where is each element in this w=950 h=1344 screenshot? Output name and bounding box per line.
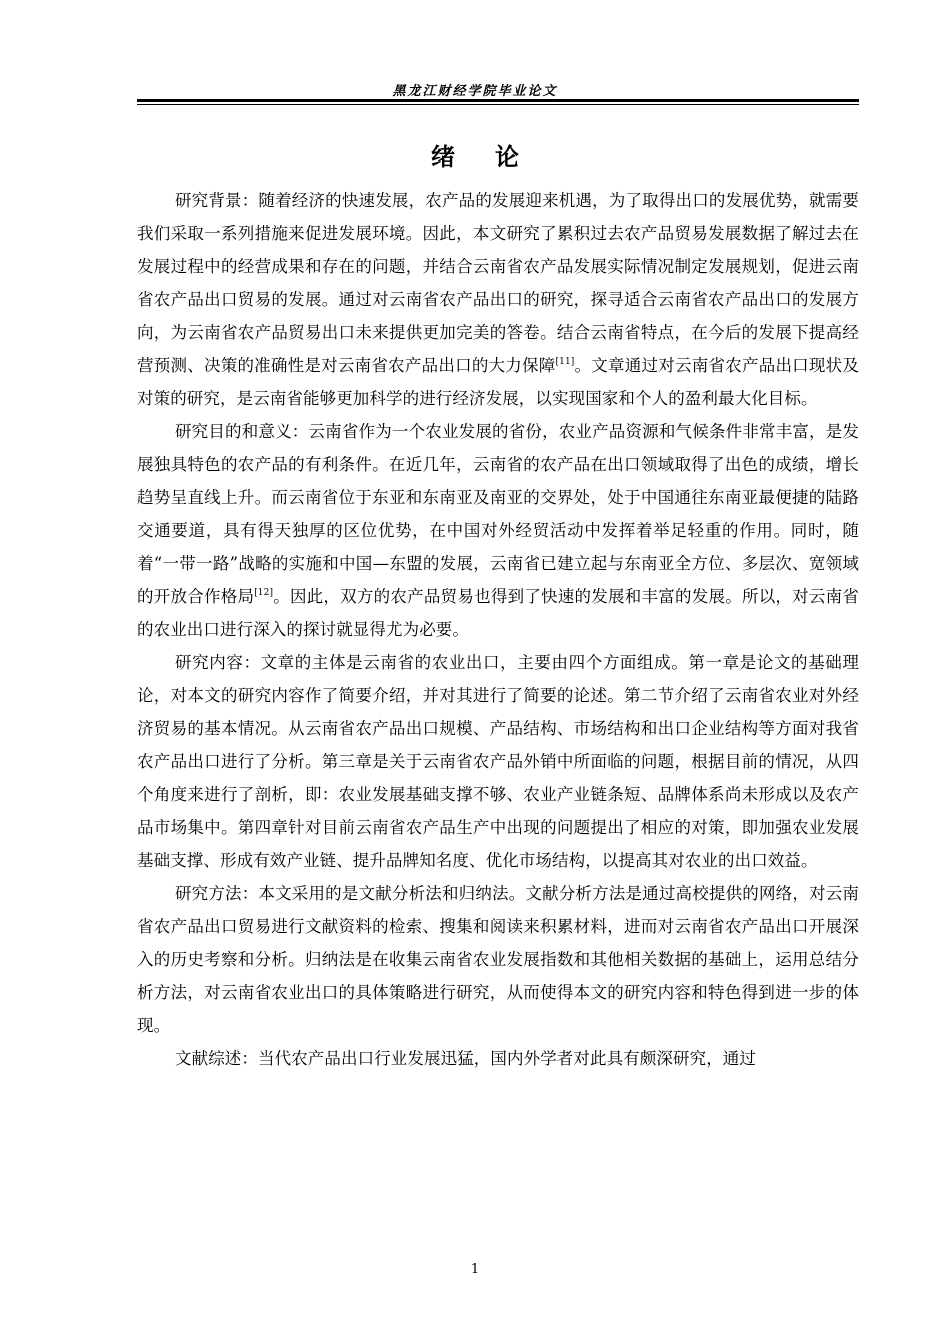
running-header: 黑龙江财经学院毕业论文 (392, 84, 558, 99)
header-rule-thin (137, 104, 859, 105)
page-number: 1 (470, 1262, 480, 1277)
paragraph-literature (137, 1042, 859, 1075)
header-rule-thick (137, 99, 859, 102)
paragraph-text: 研究目的和意义：云南省作为一个农业发展的省份，农业产品资源和气候条件非常丰富，是发展独具特色的农产品的有利条件。在近几年，云南省的农产品在出口领域取得了出色的成绩，增长趋势呈直线上升。而云南省位于东亚和东南亚及南亚的交界处，处于中国通往东南亚最便捷的陆路交通要道，具有得天独厚的区位优势，在中国对外经贸活动中发挥着举足轻重的作用。同时，随着“一带一路”战略的实施和中国—东盟的发展，云南省已建立起与东南亚全方位、多层次、宽领域的开放合作格局 (137, 422, 859, 606)
chapter-title: 绪论 (431, 143, 559, 171)
paragraph-text: 。文章通过对云南省农产品出口现状及对策的研究，是云南省能够更加科学的进行经济发展，以实现国家和个人的盈利最大化目标。 (137, 356, 860, 408)
paragraph-purpose (137, 415, 859, 646)
paragraph-text: 。因此，双方的农产品贸易也得到了快速的发展和丰富的发展。所以，对云南省的农业出口进行深入的探讨就显得尤为必要。 (137, 587, 859, 639)
body-text (137, 184, 859, 1075)
citation-ref: [11] (555, 357, 575, 367)
paragraph-text: 研究背景：随着经济的快速发展，农产品的发展迎来机遇，为了取得出口的发展优势，就需要我们采取一系列措施来促进发展环境。因此，本文研究了累积过去农产品贸易发展数据了解过去在发展过程中的经营成果和存在的问题，并结合云南省农产品发展实际情况制定发展规划，促进云南省农产品出口贸易的发展。通过对云南省农产品出口的研究，探寻适合云南省农产品出口的发展方向，为云南省农产品贸易出口未来提供更加完美的答卷。结合云南省特点，在今后的发展下提高经营预测、决策的准确性是对云南省农产品出口的大力保障 (137, 191, 859, 375)
paragraph-methods (137, 877, 859, 1042)
paragraph-text: 研究方法：本文采用的是文献分析法和归纳法。文献分析方法是通过高校提供的网络，对云南省农产品出口贸易进行文献资料的检索、搜集和阅读来积累材料，进而对云南省农产品出口开展深入的历史考察和分析。归纳法是在收集云南省农业发展指数和其他相关数据的基础上，运用总结分析方法，对云南省农业出口的具体策略进行研究，从而使得本文的研究内容和特色得到进一步的体现。 (137, 884, 859, 1035)
paragraph-text: 研究内容：文章的主体是云南省的农业出口，主要由四个方面组成。第一章是论文的基础理论，对本文的研究内容作了简要介绍，并对其进行了简要的论述。第二节介绍了云南省农业对外经济贸易的基本情况。从云南省农产品出口规模、产品结构、市场结构和出口企业结构等方面对我省农产品出口进行了分析。第三章是关于云南省农产品外销中所面临的问题，根据目前的情况，从四个角度来进行了剖析，即：农业发展基础支撑不够、农业产业链条短、品牌体系尚未形成以及农产品市场集中。第四章针对目前云南省农产品生产中出现的问题提出了相应的对策，即加强农业发展基础支撑、形成有效产业链、提升品牌知名度、优化市场结构，以提高其对农业的出口效益。 (137, 653, 859, 870)
paragraph-content (137, 646, 859, 877)
paragraph-text: 文献综述：当代农产品出口行业发展迅猛，国内外学者对此具有颇深研究，通过 (175, 1049, 756, 1068)
paragraph-background (137, 184, 859, 415)
citation-ref: [12] (254, 588, 274, 598)
